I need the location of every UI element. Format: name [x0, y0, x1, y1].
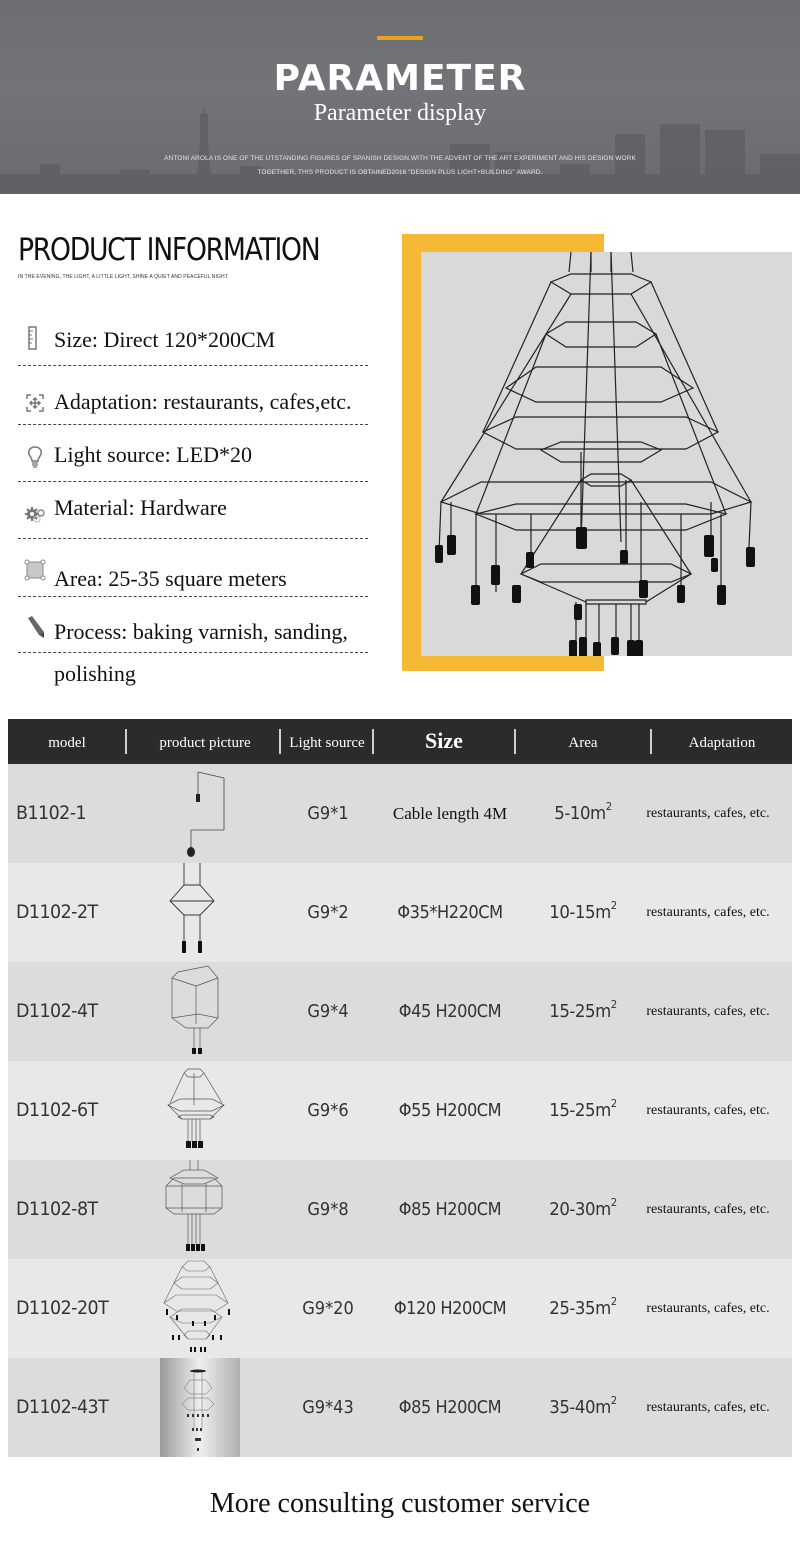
area-value: 5-10m — [554, 803, 606, 824]
light-source-cell: G9*20 — [302, 1298, 354, 1319]
adaptation-cell: restaurants, cafes, etc. — [646, 1202, 770, 1217]
model-cell: D1102-20T — [16, 1297, 109, 1319]
divider — [18, 424, 368, 425]
6-light-pendant-thumbnail — [158, 1061, 242, 1160]
4-light-pendant-thumbnail — [158, 962, 242, 1061]
parameter-banner — [0, 0, 800, 194]
wall-lamp-thumbnail — [158, 764, 242, 863]
header-area: Area — [568, 735, 598, 751]
adaptation-cell: restaurants, cafes, etc. — [646, 1103, 770, 1118]
area-value: 15-25m — [549, 1001, 611, 1022]
table-row — [8, 764, 792, 863]
gears-icon — [24, 502, 46, 524]
table-row — [8, 1061, 792, 1160]
product-picture — [158, 863, 242, 962]
product-information-subtitle: IN THE EVENING, THE LIGHT, A LITTLE LIGHT, SHINE A QUIET AND PEACEFUL NIGHT. — [18, 274, 229, 280]
product-picture — [158, 1259, 242, 1358]
banner-description-line: ANTONI AROLA IS ONE OF THE UTSTANDING FIGURES OF SPANISH DESIGN,WITH THE ADVENT OF THE ART EXPERIMENT AND HIS DESIGN WORK — [164, 155, 636, 162]
area-cell — [542, 1160, 625, 1259]
8-light-pendant-thumbnail — [158, 1160, 242, 1259]
table-row — [8, 1160, 792, 1259]
accent-bar — [377, 36, 423, 40]
ruler-icon — [24, 324, 46, 350]
spec-text: Area: 25-35 square meters — [54, 566, 287, 591]
43-light-pendant-thumbnail — [158, 1358, 242, 1457]
model-cell: D1102-2T — [16, 901, 98, 923]
divider — [18, 365, 368, 366]
header-product-picture: product picture — [159, 735, 251, 751]
divider — [18, 596, 368, 597]
model-cell: B1102-1 — [16, 802, 87, 824]
adaptation-cell: restaurants, cafes, etc. — [646, 806, 770, 821]
size-cell: Φ35*H220CM — [397, 902, 503, 923]
adaptation-cell: restaurants, cafes, etc. — [646, 1400, 770, 1415]
model-cell: D1102-6T — [16, 1099, 98, 1121]
product-picture — [158, 962, 242, 1061]
area-cell — [542, 764, 625, 863]
area-superscript: 2 — [610, 899, 617, 912]
table-row — [8, 962, 792, 1061]
area-value: 20-30m — [549, 1199, 611, 1220]
area-superscript: 2 — [605, 800, 612, 813]
expand-icon — [24, 392, 46, 414]
spec-text: Light source: LED*20 — [54, 442, 252, 467]
header-model: model — [48, 735, 86, 751]
light-source-cell: G9*43 — [302, 1397, 354, 1418]
consulting-message: More consulting customer service — [209, 1488, 591, 1519]
banner-description — [0, 152, 800, 180]
table-row — [8, 1259, 792, 1358]
table-header — [8, 719, 792, 764]
size-cell: Φ120 H200CM — [393, 1298, 507, 1319]
area-superscript: 2 — [610, 1295, 617, 1308]
header-light-source: Light source — [289, 735, 365, 751]
lightbulb-icon — [24, 443, 46, 469]
area-superscript: 2 — [610, 1196, 617, 1209]
area-value: 15-25m — [549, 1100, 611, 1121]
area-superscript: 2 — [610, 998, 617, 1011]
header-adaptation: Adaptation — [688, 735, 756, 751]
area-square-icon — [24, 559, 46, 581]
size-cell: Φ55 H200CM — [398, 1100, 502, 1121]
adaptation-cell: restaurants, cafes, etc. — [646, 905, 770, 920]
divider — [18, 538, 368, 539]
light-source-cell: G9*6 — [307, 1100, 349, 1121]
spec-text: Size: Direct 120*200CM — [54, 327, 276, 352]
spec-text: Process: baking varnish, sanding, — [54, 619, 348, 644]
adaptation-cell: restaurants, cafes, etc. — [646, 1301, 770, 1316]
size-cell: Φ85 H200CM — [398, 1397, 502, 1418]
adaptation-cell: restaurants, cafes, etc. — [646, 1004, 770, 1019]
spec-text: Adaptation: restaurants, cafes,etc. — [54, 389, 352, 414]
divider — [18, 652, 368, 653]
size-cell: Φ45 H200CM — [398, 1001, 502, 1022]
product-information-title: PRODUCT INFORMATION — [18, 232, 320, 268]
parameter-table — [8, 719, 792, 1457]
banner-subtitle: Parameter display — [313, 100, 487, 126]
area-cell — [542, 863, 625, 962]
product-picture — [158, 1160, 242, 1259]
20-light-pendant-thumbnail — [158, 1259, 242, 1358]
light-source-cell: G9*2 — [307, 902, 349, 923]
area-superscript: 2 — [610, 1097, 617, 1110]
model-cell: D1102-4T — [16, 1000, 98, 1022]
area-cell — [542, 1358, 625, 1457]
model-cell: D1102-43T — [16, 1396, 109, 1418]
area-superscript: 2 — [610, 1394, 617, 1407]
table-row — [8, 863, 792, 962]
model-cell: D1102-8T — [16, 1198, 98, 1220]
area-cell — [542, 1259, 625, 1358]
area-value: 25-35m — [549, 1298, 611, 1319]
size-cell: Φ85 H200CM — [398, 1199, 502, 1220]
light-source-cell: G9*8 — [307, 1199, 349, 1220]
table-row — [8, 1358, 792, 1457]
light-source-cell: G9*1 — [307, 803, 349, 824]
area-cell — [542, 962, 625, 1061]
light-source-cell: G9*4 — [307, 1001, 349, 1022]
spec-text: polishing — [54, 661, 136, 686]
size-cell: Cable length 4M — [392, 804, 508, 823]
2-light-pendant-thumbnail — [158, 863, 242, 962]
product-picture — [158, 764, 242, 863]
area-cell — [542, 1061, 625, 1160]
area-value: 10-15m — [549, 902, 611, 923]
area-value: 35-40m — [549, 1397, 611, 1418]
banner-title: PARAMETER — [273, 58, 527, 99]
header-separator — [125, 729, 127, 754]
product-picture — [158, 1061, 242, 1160]
banner-description-line: TOGETHER, THIS PRODUCT IS OBTAINED2016 "DESIGN PLUS LIGHT+BUILDING" AWARD. — [257, 169, 543, 176]
divider — [18, 481, 368, 482]
chandelier-product-image — [421, 252, 792, 656]
product-picture — [158, 1358, 242, 1457]
header-size: Size — [425, 728, 463, 753]
spec-text: Material: Hardware — [54, 495, 227, 520]
pencil-icon — [24, 616, 46, 638]
